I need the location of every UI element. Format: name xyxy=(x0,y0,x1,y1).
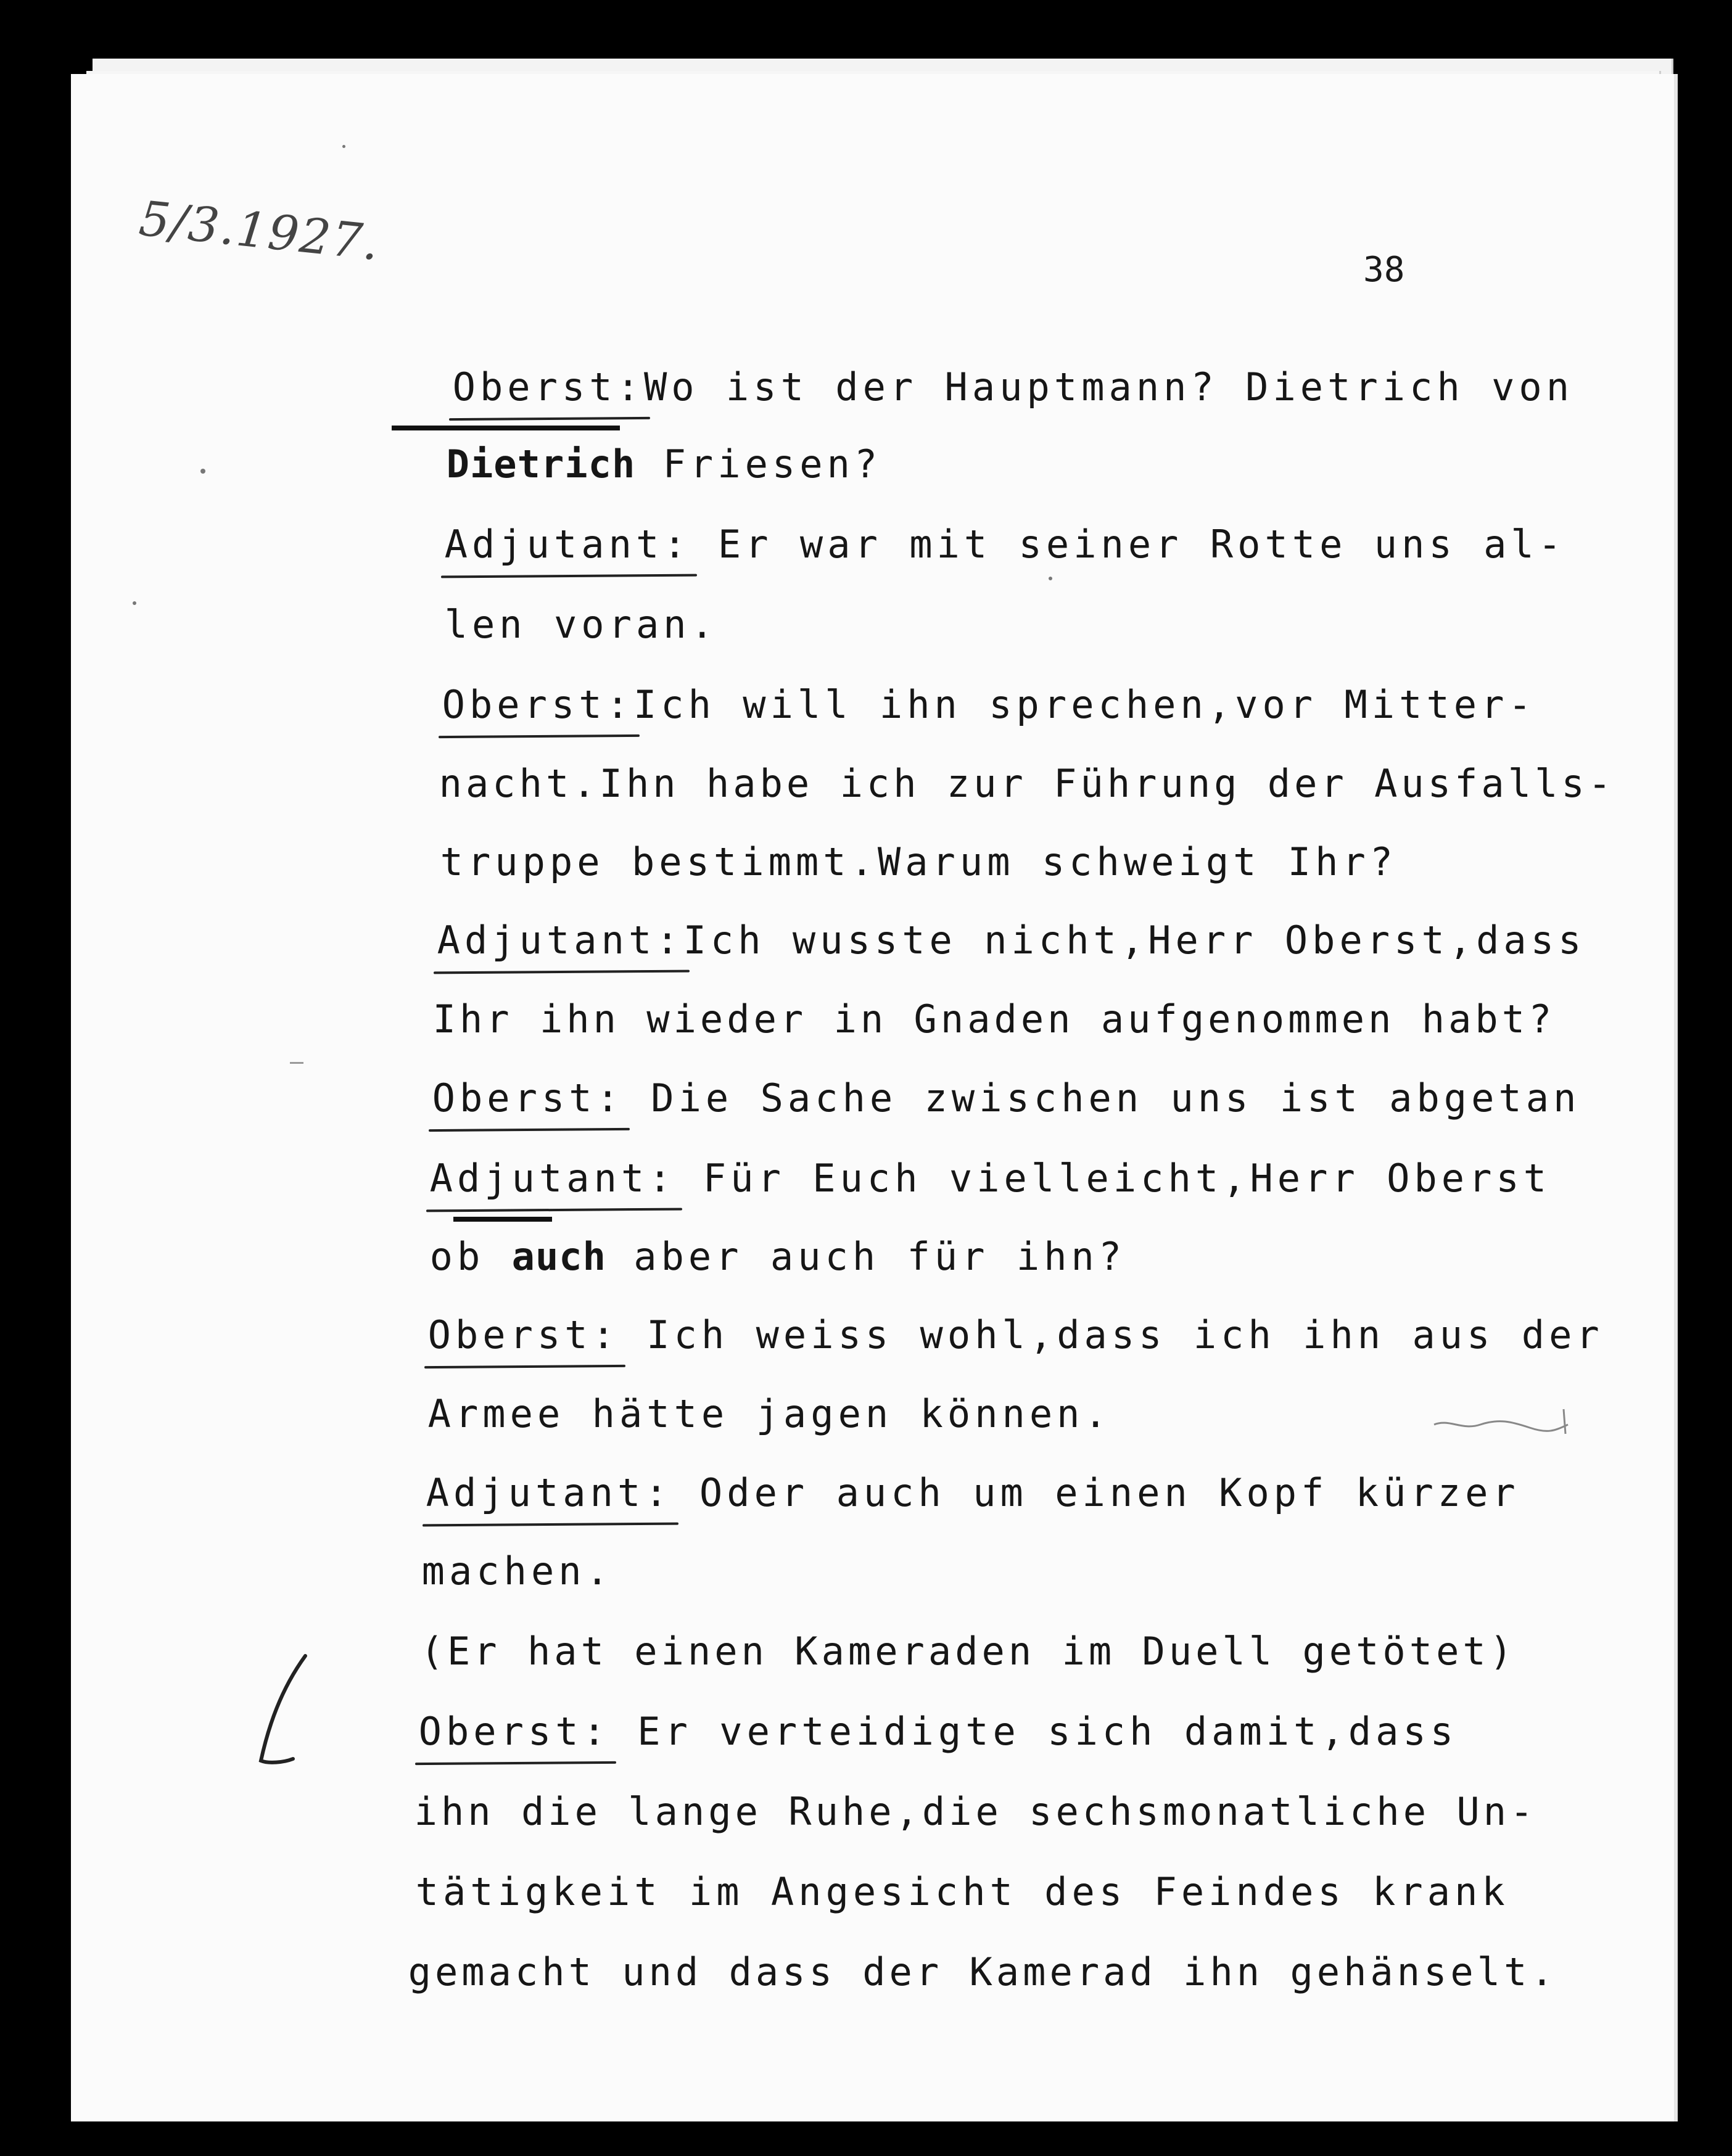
line-text: Armee hätte jagen können. xyxy=(427,1391,1111,1436)
handwritten-date: 5/3.1927. xyxy=(136,191,383,272)
script-line xyxy=(387,648,1536,727)
line-text: aber auch für ihn? xyxy=(606,1234,1126,1279)
struck-word: Dietrich xyxy=(446,442,636,487)
line-text: machen. xyxy=(421,1549,613,1594)
strike-through xyxy=(453,1217,552,1222)
script-line xyxy=(371,1436,1520,1515)
line-text: len voran. xyxy=(444,602,718,647)
line-text: Wo ist der Hauptmann? Dietrich von xyxy=(643,364,1574,409)
script-line xyxy=(386,805,1398,884)
line-text: (Er hat einen Kameraden im Duell getötet) xyxy=(420,1629,1517,1674)
script-line xyxy=(367,1594,1517,1674)
script-line xyxy=(375,1199,1126,1279)
script-line xyxy=(375,1121,1551,1201)
line-text: Die Sache zwischen uns ist abgetan xyxy=(623,1076,1581,1121)
line-text: Ich weiss wohl,dass ich ihn aus der xyxy=(619,1312,1604,1357)
line-text: Für Euch vielleicht,Herr Oberst xyxy=(675,1156,1551,1201)
script-line xyxy=(373,1357,1111,1436)
speaker-label: Oberst: xyxy=(418,1709,610,1754)
speaker-label: Oberst: xyxy=(432,1076,624,1121)
paper-speck xyxy=(133,601,136,605)
speaker-label: Adjutant: xyxy=(437,918,683,963)
script-line xyxy=(373,1278,1604,1357)
paper-speck xyxy=(200,469,205,474)
page-number: 38 xyxy=(1363,250,1405,290)
speaker-label: Oberst: xyxy=(452,364,644,409)
struck-word: auch xyxy=(511,1234,606,1279)
line-text: gemacht und dass der Kamerad ihn gehänselt. xyxy=(408,1949,1557,1994)
script-line xyxy=(392,407,882,487)
script-line xyxy=(398,330,1574,409)
paper-speck xyxy=(342,145,345,148)
strike-through xyxy=(392,426,620,430)
script-line xyxy=(379,962,1556,1042)
script-line xyxy=(390,567,718,647)
line-text: Er verteidigte sich damit,dass xyxy=(609,1709,1458,1754)
speaker-label: Adjutant: xyxy=(444,522,691,567)
speaker-label: Adjutant: xyxy=(429,1156,676,1201)
speaker-label: Oberst: xyxy=(442,682,633,727)
script-line xyxy=(361,1755,1537,1834)
pencil-scribble xyxy=(1431,1406,1573,1449)
script-line xyxy=(382,883,1586,963)
speaker-label: Adjutant: xyxy=(426,1470,672,1515)
script-line xyxy=(386,726,1615,806)
line-text: truppe bestimmt.Warum schweigt Ihr? xyxy=(440,839,1398,884)
script-line xyxy=(390,487,1566,567)
line-text: Ihr ihn wieder in Gnaden aufgenommen habt? xyxy=(432,997,1556,1042)
script-line xyxy=(364,1674,1458,1754)
line-text: tätigkeit im Angesicht des Feindes krank xyxy=(415,1869,1509,1914)
script-line xyxy=(377,1041,1581,1121)
line-text: Ich wusste nicht,Herr Oberst,dass xyxy=(683,918,1586,963)
script-line xyxy=(361,1835,1509,1914)
line-text: Oder auch um einen Kopf kürzer xyxy=(672,1470,1520,1515)
paper-speck xyxy=(1049,577,1052,580)
line-text: ihn die lange Ruhe,die sechsmonatliche Un- xyxy=(414,1789,1537,1834)
margin-dash xyxy=(290,1062,303,1064)
script-line xyxy=(367,1514,613,1594)
speaker-label: Oberst: xyxy=(427,1312,619,1357)
handwritten-bracket xyxy=(256,1653,311,1776)
line-text: ob xyxy=(429,1234,512,1279)
script-line xyxy=(355,1915,1557,1994)
line-text: Ich will ihn sprechen,vor Mitter- xyxy=(633,682,1536,727)
line-text: Er war mit seiner Rotte uns al- xyxy=(690,522,1566,567)
line-text: nacht.Ihn habe ich zur Führung der Ausfalls- xyxy=(439,761,1615,806)
line-text: Friesen? xyxy=(635,442,882,487)
